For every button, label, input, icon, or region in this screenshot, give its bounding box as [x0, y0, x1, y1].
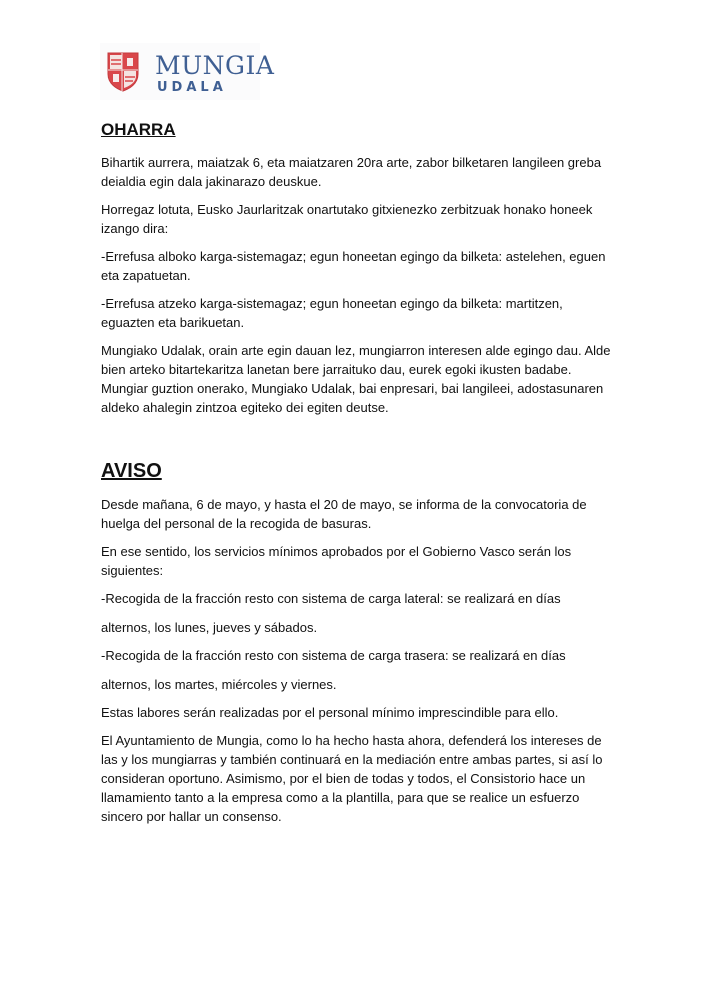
aviso-paragraph: El Ayuntamiento de Mungia, como lo ha hecho hasta ahora, defenderá los intereses de las y los mungiarras y también continuará en la mediación entre ambas partes, si así lo consideran oportuno. Asimismo, por el bien de todas y todos, el Consistorio hace un llamamiento tanto a la empresa como a la plantilla, para que se realice un esfuerzo sincero por hallar un consenso. — [101, 733, 603, 824]
logo-title: MUNGIA — [155, 51, 275, 80]
aviso-paragraph: alternos, los martes, miércoles y viernes. — [101, 677, 337, 692]
aviso-paragraph: -Recogida de la fracción resto con sistema de carga lateral: se realizará en días — [101, 591, 561, 606]
oharra-heading: OHARRA — [101, 120, 176, 139]
coat-of-arms-icon — [107, 52, 139, 92]
logo-subtitle: UDALA — [157, 80, 227, 95]
oharra-paragraph: -Errefusa atzeko karga-sistemagaz; egun honeetan egingo da bilketa: martitzen, eguazten eta barikuetan. — [101, 296, 563, 330]
aviso-paragraph: -Recogida de la fracción resto con sistema de carga trasera: se realizará en días — [101, 648, 566, 663]
aviso-paragraph: alternos, los lunes, jueves y sábados. — [101, 620, 318, 635]
mungia-udala-logo — [100, 43, 275, 100]
aviso-paragraph: Desde mañana, 6 de mayo, y hasta el 20 de mayo, se informa de la convocatoria de huelga del personal de la recogida de basuras. — [101, 497, 587, 531]
oharra-paragraph: -Errefusa alboko karga-sistemagaz; egun honeetan egingo da bilketa: astelehen, eguen eta zapatuetan. — [101, 249, 606, 283]
oharra-paragraph: Horregaz lotuta, Eusko Jaurlaritzak onartutako gitxienezko zerbitzuak honako honeek izango dira: — [101, 202, 593, 236]
aviso-paragraph: En ese sentido, los servicios mínimos aprobados por el Gobierno Vasco serán los siguientes: — [101, 544, 572, 578]
oharra-paragraph: Mungiako Udalak, orain arte egin dauan lez, mungiarron interesen alde egingo dau. Alde bien arteko bitartekaritza lanetan bere jarraituko dau, eurek egoki ikusten badabe. Mungiar guztion onerako, Mungiako Udalak, bai enpresari, bai langileei, adostasunaren aldeko ahalegin zintzoa egiteko dei egiten deutse. — [101, 343, 611, 415]
oharra-paragraph: Bihartik aurrera, maiatzak 6, eta maiatzaren 20ra arte, zabor bilketaren langileen greba deialdia egin dala jakinarazo deuskue. — [101, 155, 602, 189]
aviso-heading: AVISO — [101, 460, 162, 482]
aviso-paragraph: Estas labores serán realizadas por el personal mínimo imprescindible para ello. — [101, 705, 559, 720]
